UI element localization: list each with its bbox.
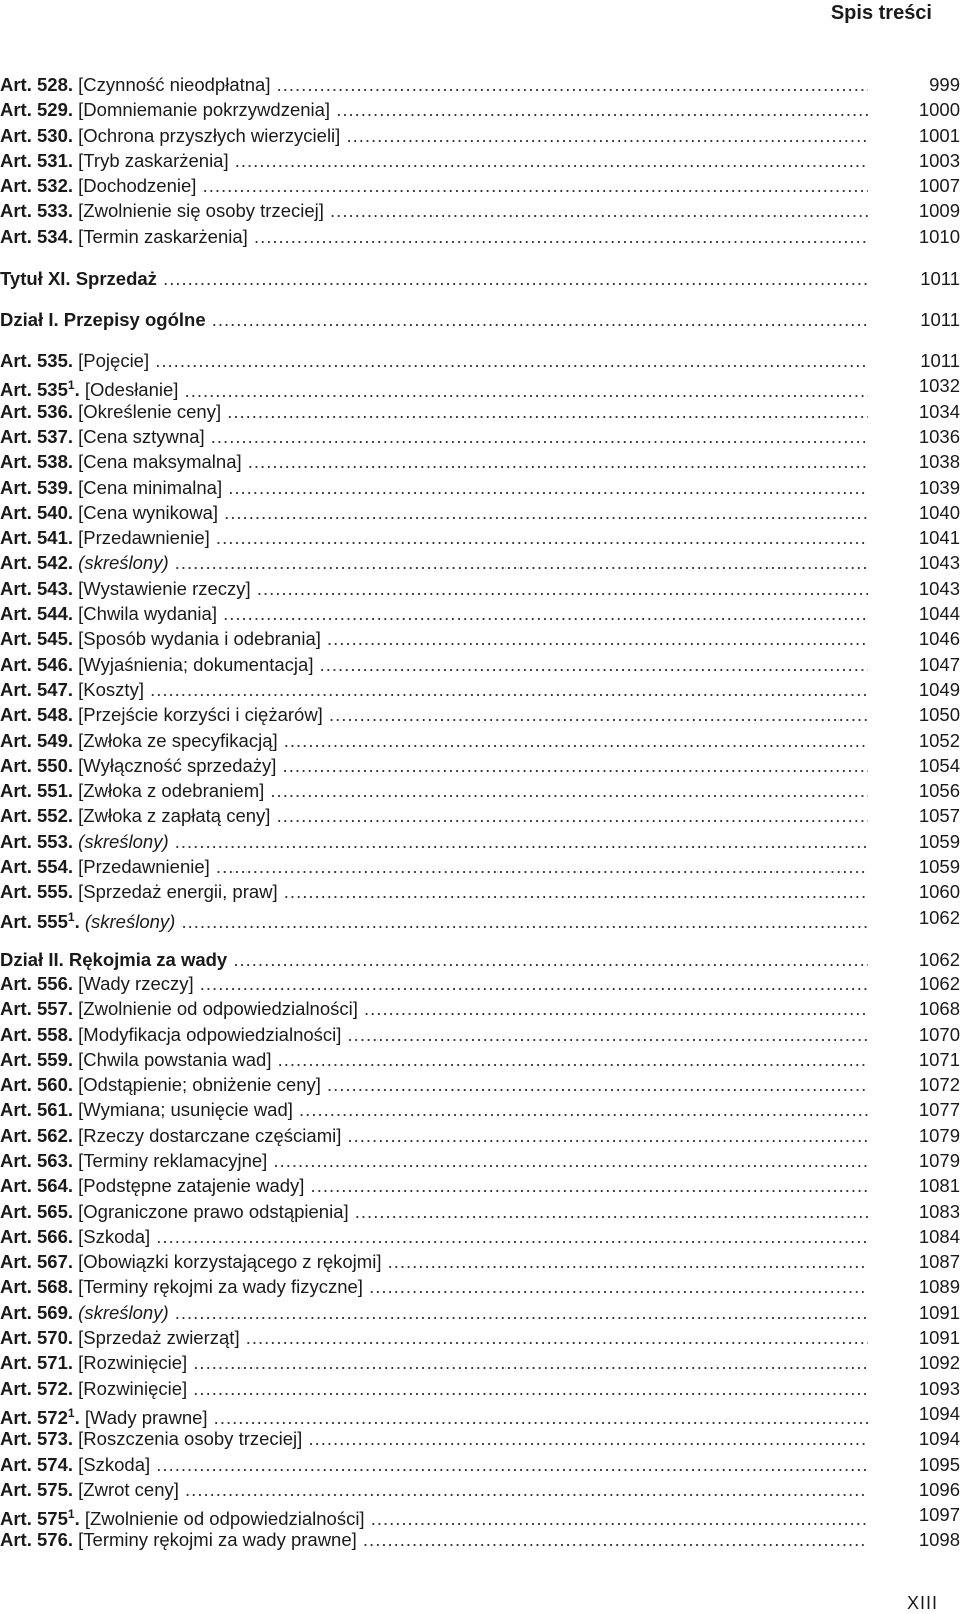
toc-entry-label <box>0 652 870 677</box>
page-ref: 1040 <box>918 501 960 523</box>
article-number: Art. 554. <box>0 856 74 878</box>
article-number: Art. 572. <box>0 1377 74 1399</box>
article-title: [Rozwinięcie] <box>78 1352 188 1374</box>
page-ref: 1096 <box>918 1478 960 1500</box>
article-title: [Cena maksymalna] <box>78 451 242 473</box>
article-number: Art. 547. <box>0 678 74 700</box>
page-ref: 1011 <box>920 309 960 331</box>
toc-entry[interactable] <box>0 173 960 198</box>
page-ref: 1091 <box>918 1301 960 1323</box>
article-title: (skreślony) <box>84 910 176 932</box>
toc-entry-label <box>0 1097 870 1122</box>
page-ref: 1059 <box>918 856 960 878</box>
page-ref: 1062 <box>918 972 960 994</box>
toc-entry-label <box>0 879 870 904</box>
article-number: Art. 530. <box>0 124 74 146</box>
page-ref: 1083 <box>918 1200 960 1222</box>
toc-entry[interactable] <box>0 996 960 1021</box>
article-number: Art. 567. <box>0 1251 74 1273</box>
article-title: [Termin zaskarżenia] <box>78 225 248 247</box>
article-number: Art. 545. <box>0 628 74 650</box>
toc-entry-label <box>0 500 870 525</box>
toc-entry[interactable] <box>0 198 960 223</box>
article-title: [Wyłączność sprzedaży] <box>78 754 277 776</box>
toc-entry[interactable] <box>0 1097 960 1122</box>
article-title: [Zwolnienie od odpowiedzialności] <box>84 1508 365 1530</box>
page-ref: 1097 <box>918 1504 960 1526</box>
article-number: Art. 558. <box>0 1023 74 1045</box>
page-ref: 1089 <box>918 1276 960 1298</box>
toc-entry-label <box>0 1452 870 1477</box>
toc-entry-label <box>0 224 870 249</box>
toc-entry-label <box>0 97 870 122</box>
article-number: Art. 565. <box>0 1200 74 1222</box>
page-ref: 1070 <box>918 1023 960 1045</box>
toc-entry[interactable] <box>0 1274 960 1299</box>
toc-entry-label <box>0 266 870 291</box>
article-number: Art. 552. <box>0 805 74 827</box>
toc-entry-label <box>0 173 870 198</box>
article-number: Art. 566. <box>0 1225 74 1247</box>
toc-entry[interactable] <box>0 1350 960 1375</box>
toc-entry[interactable] <box>0 829 960 854</box>
toc-entry[interactable] <box>0 475 960 500</box>
page-ref: 1062 <box>918 948 960 970</box>
article-title: [Przedawnienie] <box>78 856 210 878</box>
toc-entry-label: Art. $575^1$. [Zwolnienie od odpowiedzialności] ..... <box>0 1502 870 1531</box>
article-number: Art. 548. <box>0 704 74 726</box>
toc-entry-label <box>0 1350 870 1375</box>
toc-entry-label <box>0 475 870 500</box>
article-number: Art. 542. <box>0 552 74 574</box>
page-ref: 1054 <box>918 754 960 776</box>
article-title: [Cena wynikowa] <box>78 501 218 523</box>
toc-entry-label <box>0 1249 870 1274</box>
page-ref: 1036 <box>918 425 960 447</box>
article-number: Art. 531. <box>0 149 74 171</box>
toc-entry-label <box>0 753 870 778</box>
article-superscript: 1 <box>67 909 75 924</box>
article-title: [Modyfikacja odpowiedzialności] <box>78 1023 342 1045</box>
article-title: (skreślony) <box>78 1301 169 1323</box>
toc-entry[interactable] <box>0 525 960 550</box>
article-number: Art. 551. <box>0 780 74 802</box>
article-number: Art. 560. <box>0 1074 74 1096</box>
toc-entry[interactable] <box>0 1123 960 1148</box>
article-superscript: 1 <box>67 1507 75 1522</box>
page-ref: 1057 <box>918 805 960 827</box>
article-title: [Cena sztywna] <box>78 425 205 447</box>
article-number: Art. 563. <box>0 1149 74 1171</box>
page-ref: 1094 <box>918 1402 960 1424</box>
article-number: Art. 540. <box>0 501 74 523</box>
article-number: Art. 534. <box>0 225 74 247</box>
toc-entry-label <box>0 576 870 601</box>
toc-entry-label <box>0 1376 870 1401</box>
page-ref: 1011 <box>920 350 960 372</box>
toc-entry-label <box>0 449 870 474</box>
page-ref: 1079 <box>918 1124 960 1146</box>
toc-entry-label <box>0 1300 870 1325</box>
article-title: [Domniemanie pokrzywdzenia] <box>78 99 331 121</box>
article-number: Art. 543. <box>0 577 74 599</box>
article-title: [Dochodzenie] <box>78 175 197 197</box>
article-title: [Czynność nieodpłatna] <box>78 74 271 95</box>
toc-entry-label <box>0 1123 870 1148</box>
toc-entry-label <box>0 677 870 702</box>
article-title: [Koszty] <box>78 678 144 700</box>
article-number: Art. 538. <box>0 451 74 473</box>
toc-entry[interactable] <box>0 626 960 651</box>
section-title: Dział II. Rękojmia za wady <box>0 948 228 970</box>
toc-entry[interactable] <box>0 1426 960 1451</box>
toc-entry-label <box>0 854 870 879</box>
toc-entry[interactable] <box>0 803 960 828</box>
article-title: [Obowiązki korzystającego z rękojmi] <box>78 1251 382 1273</box>
article-number: Art. 572 <box>0 1407 68 1429</box>
toc-section-heading[interactable] <box>0 266 960 290</box>
article-number: Art. 535. <box>0 350 74 372</box>
toc-entry-label <box>0 525 870 550</box>
page-ref: 1094 <box>918 1428 960 1450</box>
article-number: Art. 529. <box>0 99 74 121</box>
page-ref: 1068 <box>918 998 960 1020</box>
page-ref: 1007 <box>918 175 960 197</box>
toc-entry[interactable] <box>0 1224 960 1249</box>
toc-entry-label <box>0 424 870 449</box>
article-number: Art. 546. <box>0 653 74 675</box>
table-of-contents <box>0 72 960 1553</box>
toc-entry[interactable] <box>0 1022 960 1047</box>
toc-entry-label <box>0 1325 870 1350</box>
toc-entry-label <box>0 1527 870 1552</box>
article-number: Art. 541. <box>0 527 74 549</box>
toc-entry[interactable] <box>0 1527 960 1552</box>
toc-entry-label <box>0 996 870 1021</box>
page-ref: 1081 <box>918 1175 960 1197</box>
article-number: Art. 575 <box>0 1508 68 1530</box>
page-ref: 1098 <box>918 1529 960 1551</box>
toc-entry-label: Art. $555^1$. (skreślony) ..... <box>0 905 870 934</box>
article-number: Art. 532. <box>0 175 74 197</box>
toc-entry[interactable] <box>0 879 960 904</box>
toc-entry-label <box>0 626 870 651</box>
article-number: Art. 568. <box>0 1276 74 1298</box>
toc-entry[interactable] <box>0 373 960 401</box>
toc-entry[interactable] <box>0 601 960 626</box>
article-title: [Terminy rękojmi za wady prawne] <box>78 1529 357 1551</box>
running-header: Spis treści <box>830 2 932 24</box>
toc-entry-label <box>0 348 870 373</box>
article-title: [Sprzedaż zwierząt] <box>78 1327 240 1349</box>
article-number: Art. 555 <box>0 910 68 932</box>
article-title: [Tryb zaskarżenia] <box>78 149 229 171</box>
toc-entry[interactable] <box>0 97 960 122</box>
toc-entry-label <box>0 123 870 148</box>
article-number: Art. 555. <box>0 881 74 903</box>
article-title: [Przejście korzyści i ciężarów] <box>78 704 323 726</box>
toc-entry[interactable] <box>0 854 960 879</box>
page-ref: 1001 <box>918 124 960 146</box>
toc-entry-label <box>0 1047 870 1072</box>
article-number: Art. 553. <box>0 830 74 852</box>
toc-entry[interactable] <box>0 1502 960 1530</box>
article-title: [Rozwinięcie] <box>78 1377 188 1399</box>
toc-entry[interactable] <box>0 1249 960 1274</box>
page-ref: 1092 <box>918 1352 960 1374</box>
toc-entry[interactable] <box>0 1477 960 1502</box>
article-title: [Szkoda] <box>78 1453 151 1475</box>
page-ref: 1047 <box>918 653 960 675</box>
article-title: [Wyjaśnienia; dokumentacja] <box>78 653 314 675</box>
section-title: Dział I. Przepisy ogólne <box>0 309 206 331</box>
article-number: Art. 539. <box>0 476 74 498</box>
article-number: Art. 557. <box>0 998 74 1020</box>
toc-entry-label <box>0 550 870 575</box>
toc-entry[interactable] <box>0 1376 960 1401</box>
page-number: XIII <box>906 1593 938 1613</box>
toc-entry[interactable] <box>0 728 960 753</box>
page-ref: 1084 <box>918 1225 960 1247</box>
toc-entry[interactable] <box>0 1452 960 1477</box>
article-title: [Chwila wydania] <box>78 603 217 625</box>
toc-entry-label <box>0 148 870 173</box>
page-ref: 1011 <box>920 268 960 290</box>
article-title: [Wady prawne] <box>84 1407 208 1429</box>
article-number: Art. 575. <box>0 1478 74 1500</box>
article-number: Art. 549. <box>0 729 74 751</box>
page-ref: 1000 <box>918 99 960 121</box>
article-title: [Sposób wydania i odebrania] <box>78 628 321 650</box>
toc-entry[interactable] <box>0 1401 960 1429</box>
toc-entry[interactable] <box>0 123 960 148</box>
toc-entry-label <box>0 198 870 223</box>
article-title: [Szkoda] <box>78 1225 151 1247</box>
article-number: Art. 535 <box>0 379 68 401</box>
page-ref: 999 <box>929 74 960 95</box>
toc-entry[interactable] <box>0 1300 960 1325</box>
page-ref: 1039 <box>918 476 960 498</box>
toc-entry[interactable] <box>0 652 960 677</box>
article-title: [Zwolnienie od odpowiedzialności] <box>78 998 358 1020</box>
toc-entry[interactable] <box>0 576 960 601</box>
toc-entry-label <box>0 307 870 332</box>
toc-entry-label <box>0 1199 870 1224</box>
article-number: Art. 533. <box>0 200 74 222</box>
article-number: Art. 571. <box>0 1352 74 1374</box>
article-number: Art. 576. <box>0 1529 74 1551</box>
article-number: Art. 559. <box>0 1048 74 1070</box>
article-title: (skreślony) <box>78 830 169 852</box>
article-title: [Przedawnienie] <box>78 527 210 549</box>
toc-entry[interactable] <box>0 1047 960 1072</box>
toc-entry[interactable] <box>0 1148 960 1173</box>
page-ref: 1050 <box>918 704 960 726</box>
page-ref: 1034 <box>918 400 960 422</box>
page-ref: 1062 <box>918 906 960 928</box>
toc-entry[interactable] <box>0 550 960 575</box>
page-ref: 1046 <box>918 628 960 650</box>
toc-entry[interactable] <box>0 971 960 996</box>
toc-entry-label <box>0 829 870 854</box>
toc-entry-label <box>0 1072 870 1097</box>
page-ref: 1009 <box>918 200 960 222</box>
article-title: [Roszczenia osoby trzeciej] <box>78 1428 303 1450</box>
toc-entry-label <box>0 1426 870 1451</box>
page-ref: 1093 <box>918 1377 960 1399</box>
toc-entry-label <box>0 1148 870 1173</box>
toc-entry-label <box>0 1173 870 1198</box>
toc-entry[interactable] <box>0 348 960 373</box>
toc-entry[interactable] <box>0 72 960 97</box>
toc-entry-label <box>0 971 870 996</box>
toc-entry-label <box>0 728 870 753</box>
article-title: [Ograniczone prawo odstąpienia] <box>78 1200 349 1222</box>
toc-entry-label <box>0 702 870 727</box>
article-title: [Chwila powstania wad] <box>78 1048 272 1070</box>
article-number: Art. 544. <box>0 603 74 625</box>
article-title: [Terminy rękojmi za wady fizyczne] <box>78 1276 363 1298</box>
toc-entry[interactable] <box>0 1173 960 1198</box>
toc-entry-label <box>0 1477 870 1502</box>
toc-entry-label <box>0 947 870 972</box>
page-ref: 1077 <box>918 1099 960 1121</box>
toc-section-heading[interactable] <box>0 947 960 971</box>
article-superscript: 1 <box>67 1405 75 1420</box>
article-title: [Sprzedaż energii, praw] <box>78 881 278 903</box>
toc-entry[interactable] <box>0 224 960 249</box>
page-ref: 1087 <box>918 1251 960 1273</box>
article-title: [Zwłoka ze specyfikacją] <box>78 729 278 751</box>
article-title: [Zwrot ceny] <box>78 1478 179 1500</box>
toc-entry-label <box>0 72 870 97</box>
page-ref: 1038 <box>918 451 960 473</box>
page-ref: 1010 <box>918 225 960 247</box>
article-title: [Zwłoka z zapłatą ceny] <box>78 805 271 827</box>
toc-section-heading[interactable] <box>0 307 960 331</box>
article-title: [Wady rzeczy] <box>78 972 194 994</box>
article-title: [Terminy reklamacyjne] <box>78 1149 268 1171</box>
toc-entry-label: Art. $535^1$. [Odesłanie] ..... <box>0 373 870 402</box>
toc-entry[interactable] <box>0 905 960 930</box>
toc-entry-label <box>0 1224 870 1249</box>
article-title: [Pojęcie] <box>78 350 150 372</box>
article-title: [Ochrona przyszłych wierzycieli] <box>78 124 341 146</box>
article-number: Art. 564. <box>0 1175 74 1197</box>
article-number: Art. 574. <box>0 1453 74 1475</box>
article-title: [Wymiana; usunięcie wad] <box>78 1099 293 1121</box>
page-ref: 1003 <box>918 149 960 171</box>
article-number: Art. 569. <box>0 1301 74 1323</box>
toc-entry[interactable] <box>0 1072 960 1097</box>
toc-entry-label <box>0 399 870 424</box>
article-number: Art. 537. <box>0 425 74 447</box>
page-ref: 1043 <box>918 577 960 599</box>
page-ref: 1059 <box>918 830 960 852</box>
toc-entry[interactable] <box>0 148 960 173</box>
page-ref: 1043 <box>918 552 960 574</box>
page-ref: 1056 <box>918 780 960 802</box>
toc-entry[interactable] <box>0 677 960 702</box>
toc-entry-label <box>0 778 870 803</box>
article-title: [Określenie ceny] <box>78 400 222 422</box>
page-ref: 1049 <box>918 678 960 700</box>
toc-entry-label: Art. $572^1$. [Wady prawne] ..... <box>0 1401 870 1430</box>
toc-entry[interactable] <box>0 399 960 424</box>
article-title: [Cena minimalna] <box>78 476 223 498</box>
page-ref: 1052 <box>918 729 960 751</box>
article-number: Art. 570. <box>0 1327 74 1349</box>
toc-entry[interactable] <box>0 424 960 449</box>
article-title: (skreślony) <box>78 552 169 574</box>
page-ref: 1095 <box>918 1453 960 1475</box>
toc-entry[interactable] <box>0 500 960 525</box>
page-ref: 1041 <box>918 527 960 549</box>
article-title: [Odesłanie] <box>84 379 179 401</box>
article-number: Art. 528. <box>0 74 74 95</box>
toc-entry-label <box>0 1274 870 1299</box>
page-ref: 1091 <box>918 1327 960 1349</box>
page-ref: 1032 <box>918 375 960 397</box>
toc-entry-label <box>0 1022 870 1047</box>
article-title: [Wystawienie rzeczy] <box>78 577 251 599</box>
toc-entry[interactable] <box>0 753 960 778</box>
article-number: Art. 573. <box>0 1428 74 1450</box>
article-title: [Rzeczy dostarczane częściami] <box>78 1124 342 1146</box>
article-number: Art. 536. <box>0 400 74 422</box>
article-number: Art. 562. <box>0 1124 74 1146</box>
article-superscript: 1 <box>67 378 75 393</box>
article-number: Art. 561. <box>0 1099 74 1121</box>
page-ref: 1072 <box>918 1074 960 1096</box>
article-number: Art. 550. <box>0 754 74 776</box>
article-title: [Odstąpienie; obniżenie ceny] <box>78 1074 321 1096</box>
toc-entry[interactable] <box>0 702 960 727</box>
page-ref: 1044 <box>918 603 960 625</box>
toc-entry[interactable] <box>0 449 960 474</box>
toc-entry-label <box>0 601 870 626</box>
section-title: Tytuł XI. Sprzedaż <box>0 268 157 290</box>
page-ref: 1060 <box>918 881 960 903</box>
article-title: [Podstępne zatajenie wady] <box>78 1175 305 1197</box>
toc-entry[interactable] <box>0 1199 960 1224</box>
page-ref: 1079 <box>918 1149 960 1171</box>
toc-entry[interactable] <box>0 1325 960 1350</box>
toc-entry[interactable] <box>0 778 960 803</box>
article-title: [Zwłoka z odebraniem] <box>78 780 265 802</box>
page-ref: 1071 <box>918 1048 960 1070</box>
article-title: [Zwolnienie się osoby trzeciej] <box>78 200 324 222</box>
article-number: Art. 556. <box>0 972 74 994</box>
toc-entry-label <box>0 803 870 828</box>
